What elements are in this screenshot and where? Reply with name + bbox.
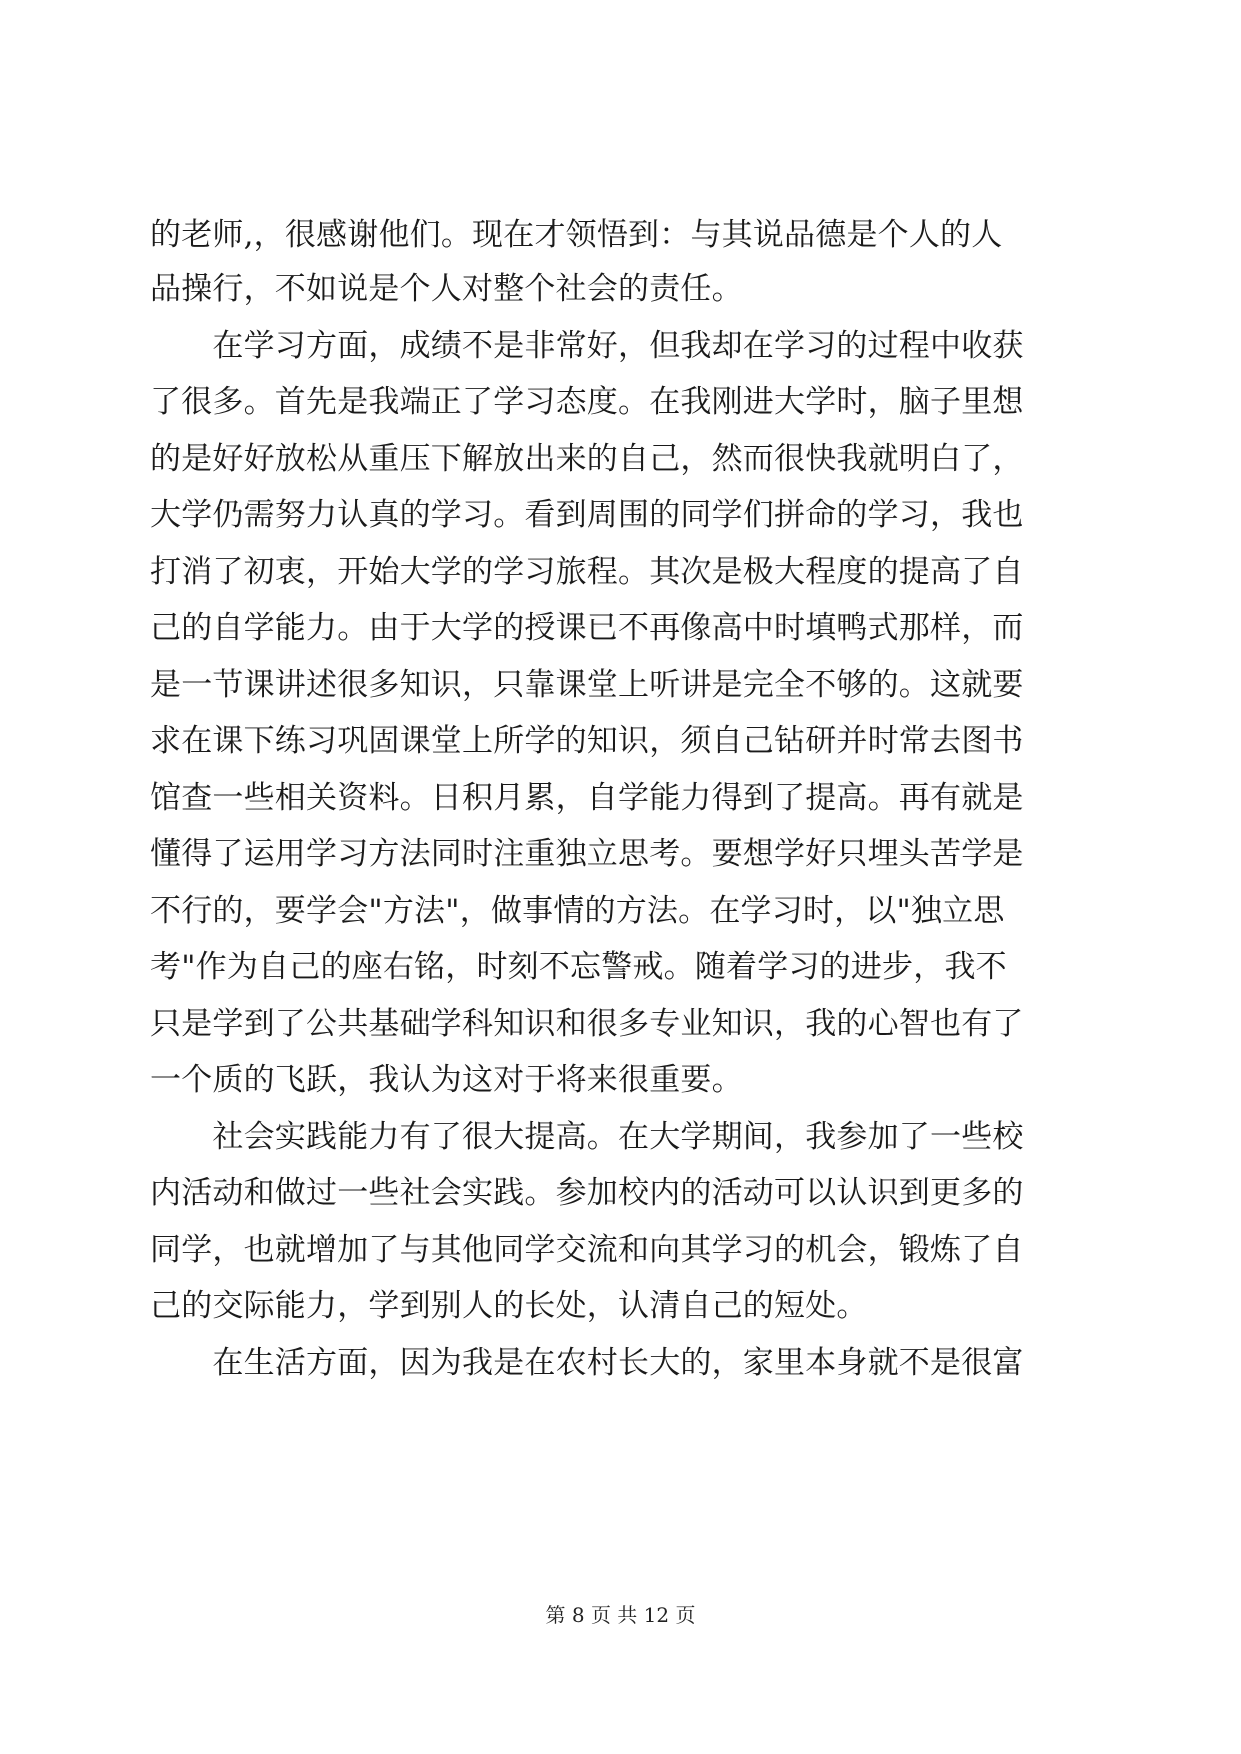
text-line: 品操行，不如说是个人对整个社会的责任。	[150, 271, 743, 307]
text-line: 了很多。首先是我端正了学习态度。在我刚进大学时，脑子里想	[150, 384, 1024, 420]
text-line: 己的交际能力，学到别人的长处，认清自己的短处。	[150, 1288, 868, 1324]
text-line: 打消了初衷，开始大学的学习旅程。其次是极大程度的提高了自	[150, 554, 1024, 590]
text-line: 社会实践能力有了很大提高。在大学期间，我参加了一些校	[150, 1119, 1024, 1155]
text-line: 一个质的飞跃，我认为这对于将来很重要。	[150, 1062, 743, 1098]
text-line: 同学，也就增加了与其他同学交流和向其学习的机会，锻炼了自	[150, 1232, 1024, 1268]
text-line: 是一节课讲述很多知识，只靠课堂上听讲是完全不够的。这就要	[150, 667, 1024, 703]
text-line: 在学习方面，成绩不是非常好，但我却在学习的过程中收获	[150, 328, 1024, 364]
text-line: 的老师,，很感谢他们。现在才领悟到：与其说品德是个人的人	[150, 217, 1003, 253]
text-line: 考"作为自己的座右铭，时刻不忘警戒。随着学习的进步，我不	[150, 949, 1007, 985]
text-line: 不行的，要学会"方法"，做事情的方法。在学习时，以"独立思	[150, 893, 1005, 929]
text-line: 求在课下练习巩固课堂上所学的知识，须自己钻研并时常去图书	[150, 723, 1024, 759]
text-line: 的是好好放松从重压下解放出来的自己，然而很快我就明白了，	[150, 441, 1024, 477]
text-line: 内活动和做过一些社会实践。参加校内的活动可以认识到更多的	[150, 1175, 1024, 1211]
text-line: 大学仍需努力认真的学习。看到周围的同学们拼命的学习，我也	[150, 497, 1024, 533]
page-number-footer: 第 8 页 共 12 页	[545, 1603, 696, 1627]
text-line: 己的自学能力。由于大学的授课已不再像高中时填鸭式那样，而	[150, 610, 1024, 646]
text-line: 懂得了运用学习方法同时注重独立思考。要想学好只埋头苦学是	[150, 836, 1024, 872]
text-line: 馆查一些相关资料。日积月累，自学能力得到了提高。再有就是	[150, 780, 1024, 816]
text-line: 在生活方面，因为我是在农村长大的，家里本身就不是很富	[150, 1345, 1024, 1381]
text-line: 只是学到了公共基础学科知识和很多专业知识，我的心智也有了	[150, 1006, 1024, 1042]
